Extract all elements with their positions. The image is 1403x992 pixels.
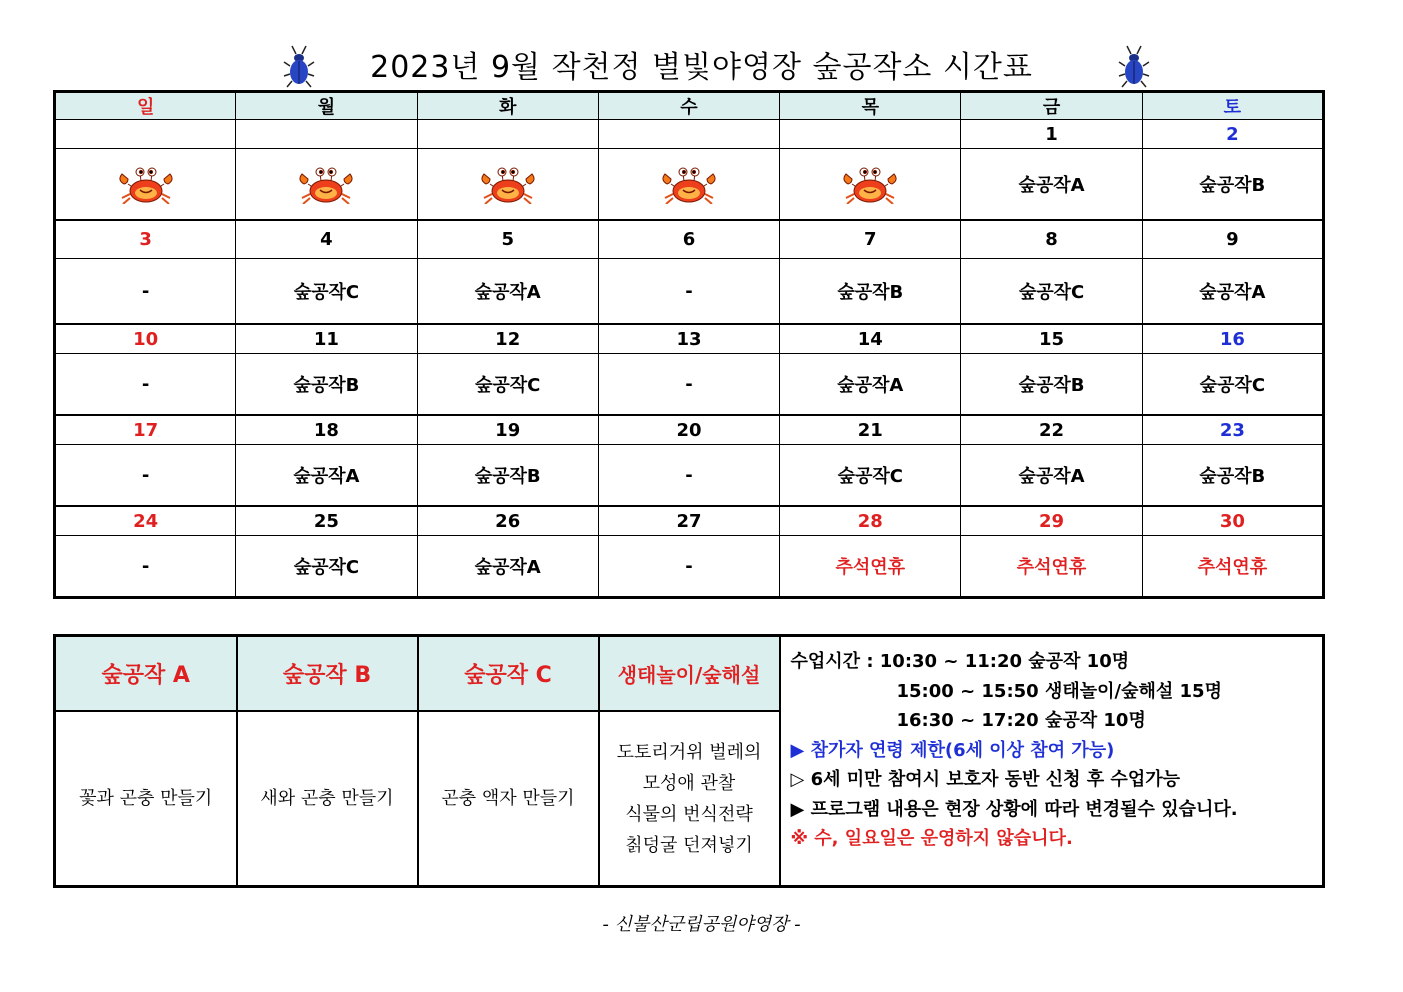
program-header: 숲공작 B — [237, 636, 418, 712]
activity-cell — [417, 149, 598, 221]
activity-cell: 숲공작A — [417, 536, 598, 598]
date-cell: 21 — [780, 415, 961, 445]
activity-cell: - — [55, 354, 236, 416]
program-desc: 곤충 액자 만들기 — [418, 711, 599, 887]
activity-cell: - — [598, 445, 779, 507]
date-cell: 7 — [780, 220, 961, 259]
schedule-line: 15:00 ~ 15:50 생태놀이/숲해설 15명 — [896, 680, 1222, 702]
crab-icon — [478, 164, 538, 204]
program-table — [53, 634, 1325, 888]
activity-row — [55, 354, 1324, 416]
crab-icon — [840, 164, 900, 204]
date-row — [55, 506, 1324, 536]
activity-cell: 숲공작C — [961, 259, 1142, 325]
activity-cell — [780, 149, 961, 221]
activity-cell: 숲공작A — [961, 445, 1142, 507]
activity-cell: 숲공작A — [961, 149, 1142, 221]
date-cell: 14 — [780, 324, 961, 354]
date-cell: 9 — [1142, 220, 1323, 259]
schedule-line: 수업시간 : 10:30 ~ 11:20 숲공작 10명 — [790, 651, 1130, 672]
activity-cell: 추석연휴 — [780, 536, 961, 598]
date-cell: 19 — [417, 415, 598, 445]
under6-note: ▷ 6세 미만 참여시 보호자 동반 신청 후 수업가능 — [790, 769, 1180, 790]
calendar-table — [53, 90, 1325, 599]
program-header: 숲공작 C — [418, 636, 599, 712]
activity-cell: - — [598, 354, 779, 416]
date-cell: 28 — [780, 506, 961, 536]
crab-icon — [296, 164, 356, 204]
weekday-header: 금 — [961, 92, 1142, 120]
activity-cell: - — [598, 536, 779, 598]
date-cell: 27 — [598, 506, 779, 536]
weekday-header: 토 — [1142, 92, 1323, 120]
date-cell: 8 — [961, 220, 1142, 259]
page-title: 2023년 9월 작천정 별빛야영장 숲공작소 시간표 — [370, 50, 1033, 85]
activity-cell: 숲공작B — [961, 354, 1142, 416]
date-cell: 20 — [598, 415, 779, 445]
closed-notice: ※ 수, 일요일은 운영하지 않습니다. — [790, 828, 1073, 849]
weekday-header: 일 — [55, 92, 236, 120]
date-cell: 22 — [961, 415, 1142, 445]
activity-cell: 숲공작B — [236, 354, 417, 416]
footer-text: - 신불산군립공원야영장 - — [602, 914, 801, 935]
activity-cell: - — [55, 536, 236, 598]
date-cell: 30 — [1142, 506, 1323, 536]
date-cell: 26 — [417, 506, 598, 536]
activity-row — [55, 259, 1324, 325]
program-desc: 새와 곤충 만들기 — [237, 711, 418, 887]
date-cell: 24 — [55, 506, 236, 536]
age-limit-note: ▶ 참가자 연령 제한(6세 이상 참여 가능) — [790, 739, 1115, 761]
activity-cell: 숲공작A — [417, 259, 598, 325]
date-cell — [598, 120, 779, 149]
change-notice: ▶ 프로그램 내용은 현장 상황에 따라 변경될수 있습니다. — [790, 798, 1238, 820]
date-cell: 3 — [55, 220, 236, 259]
weekday-header: 수 — [598, 92, 779, 120]
program-header: 생태놀이/숲해설 — [599, 636, 780, 712]
date-cell: 18 — [236, 415, 417, 445]
activity-cell: 숲공작C — [1142, 354, 1323, 416]
date-row — [55, 415, 1324, 445]
weekday-header: 목 — [780, 92, 961, 120]
activity-cell: 추석연휴 — [1142, 536, 1323, 598]
date-cell — [55, 120, 236, 149]
activity-cell: 숲공작C — [780, 445, 961, 507]
activity-cell: 추석연휴 — [961, 536, 1142, 598]
date-cell: 15 — [961, 324, 1142, 354]
date-cell: 10 — [55, 324, 236, 354]
activity-cell: - — [55, 445, 236, 507]
date-cell: 5 — [417, 220, 598, 259]
activity-row — [55, 536, 1324, 598]
date-cell — [417, 120, 598, 149]
program-header: 숲공작 A — [55, 636, 237, 712]
date-cell — [236, 120, 417, 149]
date-row — [55, 220, 1324, 259]
beetle-icon — [283, 44, 315, 88]
date-cell: 2 — [1142, 120, 1323, 149]
date-cell: 6 — [598, 220, 779, 259]
weekday-header: 화 — [417, 92, 598, 120]
date-cell: 1 — [961, 120, 1142, 149]
crab-icon — [116, 164, 176, 204]
schedule-line: 16:30 ~ 17:20 숲공작 10명 — [896, 710, 1146, 731]
activity-cell: 숲공작B — [417, 445, 598, 507]
date-cell: 17 — [55, 415, 236, 445]
date-cell: 16 — [1142, 324, 1323, 354]
date-cell: 12 — [417, 324, 598, 354]
activity-cell: 숲공작C — [236, 536, 417, 598]
weekday-header: 월 — [236, 92, 417, 120]
program-desc: 꽃과 곤충 만들기 — [55, 711, 237, 887]
date-cell: 23 — [1142, 415, 1323, 445]
activity-cell: 숲공작B — [780, 259, 961, 325]
activity-cell — [55, 149, 236, 221]
date-cell: 29 — [961, 506, 1142, 536]
program-desc: 도토리거위 벌레의 모성애 관찰 식물의 번식전략 칡덩굴 던져넣기 — [599, 711, 780, 887]
activity-cell: 숲공작B — [1142, 445, 1323, 507]
crab-icon — [659, 164, 719, 204]
activity-cell: 숲공작A — [1142, 259, 1323, 325]
beetle-icon — [1118, 44, 1150, 88]
activity-row — [55, 149, 1324, 221]
activity-cell — [236, 149, 417, 221]
activity-cell: 숲공작C — [236, 259, 417, 325]
date-row — [55, 324, 1324, 354]
date-cell: 25 — [236, 506, 417, 536]
activity-cell: 숲공작B — [1142, 149, 1323, 221]
activity-row — [55, 445, 1324, 507]
activity-cell: 숲공작A — [780, 354, 961, 416]
date-cell: 4 — [236, 220, 417, 259]
date-row — [55, 120, 1324, 149]
weekday-header-row — [55, 92, 1324, 120]
date-cell: 11 — [236, 324, 417, 354]
activity-cell: - — [55, 259, 236, 325]
activity-cell — [598, 149, 779, 221]
date-cell — [780, 120, 961, 149]
activity-cell: 숲공작A — [236, 445, 417, 507]
info-panel — [780, 636, 1324, 887]
activity-cell: 숲공작C — [417, 354, 598, 416]
activity-cell: - — [598, 259, 779, 325]
date-cell: 13 — [598, 324, 779, 354]
